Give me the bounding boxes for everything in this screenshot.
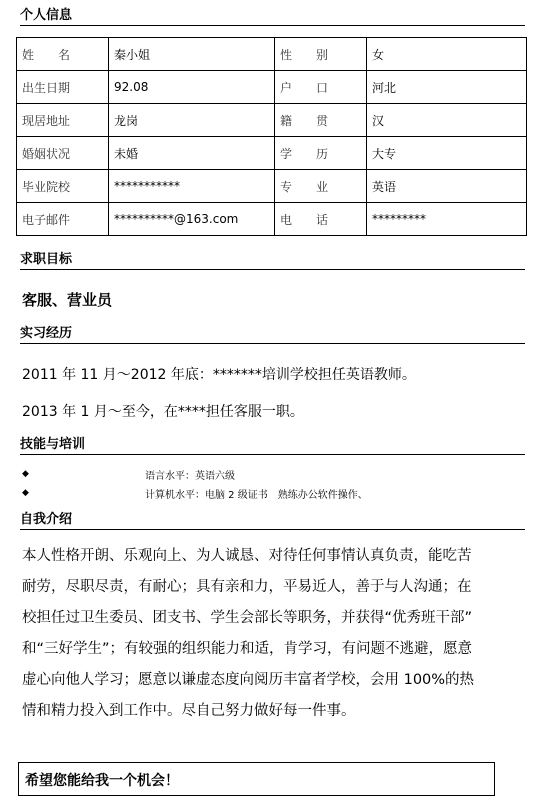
internship-item: 2013 年 1 月～至今，在****担任客服一职。: [22, 404, 304, 420]
skill-item: 语言水平：英语六级: [145, 471, 235, 482]
table-row: [17, 137, 527, 170]
section-title: 个人信息: [20, 8, 73, 23]
section-title: 自我介绍: [20, 512, 73, 527]
info-value: 未婚: [109, 137, 275, 170]
intro-line: 本人性格开朗、乐观向上、为人诚恳、对待任何事情认真负责，能吃苦: [22, 548, 472, 564]
table-row: [17, 38, 527, 71]
intro-paragraph: [22, 541, 522, 727]
section-title: 实习经历: [20, 326, 73, 341]
intro-line: 情和精力投入到工作中。尽自己努力做好每一件事。: [22, 703, 356, 719]
objective-text: 客服、营业员: [22, 291, 113, 309]
info-label: 毕业院校: [17, 170, 109, 203]
intro-line: 耐劳，尽职尽责，有耐心；具有亲和力，平易近人，善于与人沟通；在: [22, 579, 472, 595]
info-value: 秦小姐: [109, 38, 275, 71]
internship-item: 2011 年 11 月～2012 年底：*******培训学校担任英语教师。: [22, 367, 416, 383]
info-label: 户 口: [275, 71, 367, 104]
info-value: **********@163.com: [109, 203, 275, 236]
info-label: 婚姻状况: [17, 137, 109, 170]
info-label: 出生日期: [17, 71, 109, 104]
table-row: [17, 203, 527, 236]
bullet-icon: ◆: [22, 488, 29, 498]
section-header-skills: [20, 437, 525, 455]
info-label: 现居地址: [17, 104, 109, 137]
info-label: 学 历: [275, 137, 367, 170]
intro-line: 和“三好学生”；有较强的组织能力和适，肯学习，有问题不逃避，愿意: [22, 641, 473, 657]
info-label: 籍 贯: [275, 104, 367, 137]
info-value: 92.08: [109, 71, 275, 104]
info-value: ***********: [109, 170, 275, 203]
info-label: 专 业: [275, 170, 367, 203]
info-value: 河北: [367, 71, 527, 104]
info-label: 电子邮件: [17, 203, 109, 236]
bullet-icon: ◆: [22, 469, 29, 479]
section-title: 求职目标: [20, 252, 73, 267]
info-label: 性 别: [275, 38, 367, 71]
info-label: 电 话: [275, 203, 367, 236]
section-title: 技能与培训: [20, 437, 86, 452]
info-value: 龙岗: [109, 104, 275, 137]
info-value: *********: [367, 203, 527, 236]
closing-box: [18, 762, 495, 796]
section-header-intro: [20, 512, 525, 530]
section-header-internship: [20, 326, 525, 344]
intro-line: 虚心向他人学习；愿意以谦虚态度向阅历丰富者学校，会用 100%的热: [22, 672, 475, 688]
closing-text: 希望您能给我一个机会！: [25, 773, 179, 789]
intro-line: 校担任过卫生委员、团支书、学生会部长等职务，并获得“优秀班干部”: [22, 610, 473, 626]
section-header-objective: [20, 252, 525, 270]
info-value: 女: [367, 38, 527, 71]
section-header-personal: [20, 8, 525, 26]
personal-info-table: [16, 37, 527, 236]
table-row: [17, 170, 527, 203]
table-row: [17, 104, 527, 137]
info-value: 汉: [367, 104, 527, 137]
info-label: 姓 名: [17, 38, 109, 71]
table-row: [17, 71, 527, 104]
skill-item: 计算机水平：电脑 2 级证书 熟练办公软件操作、: [145, 490, 368, 501]
info-value: 英语: [367, 170, 527, 203]
info-value: 大专: [367, 137, 527, 170]
